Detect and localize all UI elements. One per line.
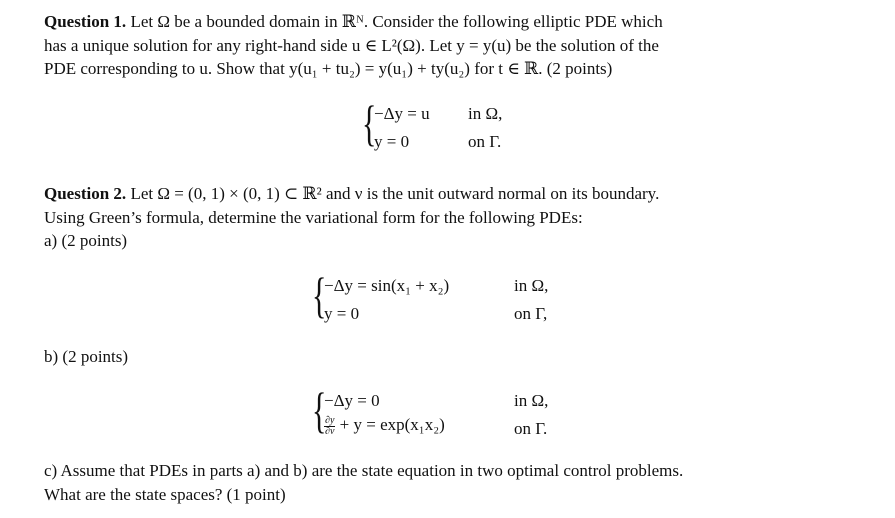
q1-line-1 <box>44 10 864 34</box>
q2-part-c <box>44 459 864 506</box>
q1-brace: { <box>362 95 377 151</box>
q2b-brace: { <box>312 382 327 438</box>
q2a-cond-1: in Ω, <box>514 276 549 295</box>
q2b-eq-2 <box>324 415 445 437</box>
q2b-cond-1: in Ω, <box>514 391 549 410</box>
question-2 <box>44 182 864 253</box>
q1-cond-1: in Ω, <box>468 104 503 123</box>
q1-pde-system <box>362 95 562 160</box>
q1-line-3: PDE corresponding to u. Show that y(u₁ + tu₂) = y(u₁) + ty(u₂) for t ∈ ℝ. (2 points) <box>44 59 613 78</box>
q2-part-c-line-2: What are the state spaces? (1 point) <box>44 484 286 504</box>
q1-cond-2: on Γ. <box>468 132 502 151</box>
q2a-eq-2: y = 0 <box>324 304 360 323</box>
q2b-eq-2-rest: + y = exp(x₁x₂) <box>339 415 445 434</box>
q2-text-1: Let Ω = (0, 1) × (0, 1) ⊂ ℝ² and ν is the unit outward normal on its boundary. <box>130 184 660 203</box>
q1-eq-1: −Δy = u <box>374 104 430 123</box>
q2b-pde-system <box>312 382 592 447</box>
q2a-cond-2: on Γ, <box>514 304 548 323</box>
q2a-eq-1: −Δy = sin(x₁ + x₂) <box>324 276 450 295</box>
q2-part-c-line-1: c) Assume that PDEs in parts a) and b) are the state equation in two optimal control problems. <box>44 461 684 480</box>
q2-label: Question 2. <box>44 184 127 203</box>
q2-part-b-label: b) (2 points) <box>44 347 129 366</box>
question-1 <box>44 10 864 81</box>
q2b-cond-2: on Γ. <box>514 419 548 438</box>
q2-part-a-label: a) (2 points) <box>44 231 128 250</box>
q1-eq-2: y = 0 <box>374 132 410 151</box>
q1-label: Question 1. <box>44 12 127 31</box>
q2b-normal-derivative <box>324 416 335 437</box>
q2-line-2: Using Green’s formula, determine the variational form for the following PDEs: <box>44 207 583 227</box>
q2b-eq-1: −Δy = 0 <box>324 391 380 410</box>
q2b-frac-num: ∂y <box>325 414 335 426</box>
q2a-brace: { <box>312 267 327 323</box>
q1-text-1: Let Ω be a bounded domain in ℝᴺ. Consider the following elliptic PDE which <box>130 12 663 31</box>
q2a-pde-system <box>312 267 592 332</box>
q2b-frac-den: ∂ν <box>325 425 335 437</box>
q2-line-1 <box>44 182 864 206</box>
q1-line-2: has a unique solution for any right-hand side u ∈ L²(Ω). Let y = y(u) be the solution of the <box>44 35 659 55</box>
